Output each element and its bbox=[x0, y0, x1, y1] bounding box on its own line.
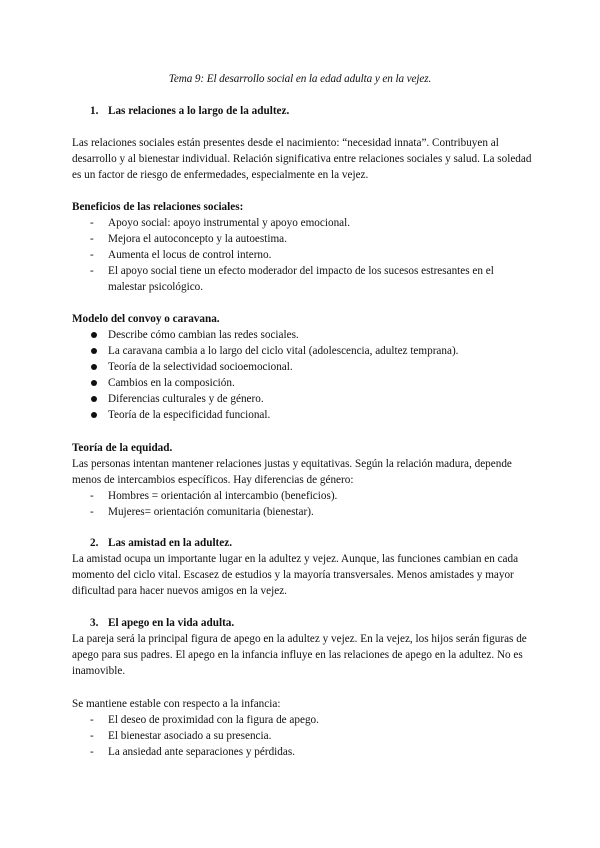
dash-marker: - bbox=[90, 249, 94, 261]
convoy-list bbox=[72, 327, 532, 423]
list-item-text: La caravana cambia a lo largo del ciclo vital (adolescencia, adultez temprana). bbox=[108, 345, 459, 357]
equity-list bbox=[72, 488, 532, 520]
benefits-list bbox=[72, 215, 532, 295]
section2-number: 2. bbox=[90, 537, 99, 549]
convoy-heading: Modelo del convoy o caravana. bbox=[72, 313, 220, 325]
list-item bbox=[72, 215, 532, 231]
section1-number: 1. bbox=[90, 105, 99, 117]
list-item-text: Describe cómo cambian las redes sociales. bbox=[108, 329, 299, 341]
document-title: Tema 9: El desarrollo social en la edad adulta y en la vejez. bbox=[168, 73, 432, 85]
list-item bbox=[72, 263, 532, 295]
dash-marker: - bbox=[90, 506, 94, 518]
list-item bbox=[72, 407, 532, 423]
dash-marker: - bbox=[90, 490, 94, 502]
list-item bbox=[72, 712, 532, 728]
dash-marker: - bbox=[90, 746, 94, 758]
section3-heading-text: El apego en la vida adulta. bbox=[108, 617, 235, 629]
dash-marker: - bbox=[90, 233, 94, 245]
list-item-text: Diferencias culturales y de género. bbox=[108, 393, 264, 405]
section2-heading bbox=[72, 535, 532, 551]
list-item bbox=[72, 327, 532, 343]
section1-intro: Las relaciones sociales están presentes desde el nacimiento: “necesidad innata”. Contribuyen al desarrollo y al bienestar individual. Relación significativa entre relaciones sociales y salud. La soledad es un factor de riesgo de enfermedades, especialmente en la vejez. bbox=[72, 137, 532, 181]
section3-text: La pareja será la principal figura de apego en la adultez y vejez. En la vejez, los hijos serán figuras de apego para sus padres. El apego en la infancia influye en las relaciones de apego en la adultez. No es inamovible. bbox=[72, 633, 527, 677]
section1-heading-text: Las relaciones a lo largo de la adultez. bbox=[108, 105, 290, 117]
list-item bbox=[72, 504, 532, 520]
list-item-text: El apoyo social tiene un efecto moderador del impacto de los sucesos estresantes en el malestar psicológico. bbox=[108, 265, 494, 293]
list-item-text: Teoría de la selectividad socioemocional. bbox=[108, 361, 293, 373]
section3-number: 3. bbox=[90, 617, 99, 629]
list-item bbox=[72, 359, 532, 375]
list-item-text: Hombres = orientación al intercambio (beneficios). bbox=[108, 490, 338, 502]
list-item-text: La ansiedad ante separaciones y pérdidas. bbox=[108, 746, 295, 758]
stable-intro: Se mantiene estable con respecto a la infancia: bbox=[72, 698, 281, 710]
equity-text: Las personas intentan mantener relaciones justas y equitativas. Según la relación madura, depende menos de intercambios específicos. Hay diferencias de género: bbox=[72, 458, 512, 486]
list-item-text: Mejora el autoconcepto y la autoestima. bbox=[108, 233, 287, 245]
list-item-text: Teoría de la especificidad funcional. bbox=[108, 409, 271, 421]
section1-heading bbox=[72, 103, 532, 119]
dash-marker: - bbox=[90, 265, 94, 277]
list-item bbox=[72, 744, 532, 760]
list-item bbox=[72, 728, 532, 744]
list-item bbox=[72, 391, 532, 407]
list-item-text: Mujeres= orientación comunitaria (bienestar). bbox=[108, 506, 314, 518]
list-item-text: El deseo de proximidad con la figura de apego. bbox=[108, 714, 319, 726]
list-item bbox=[72, 488, 532, 504]
list-item bbox=[72, 375, 532, 391]
list-item bbox=[72, 247, 532, 263]
list-item bbox=[72, 343, 532, 359]
section3-heading bbox=[72, 615, 532, 631]
section2-text: La amistad ocupa un importante lugar en la adultez y vejez. Aunque, las funciones cambian en cada momento del ciclo vital. Escasez de estudios y la mayoría transversales. Menos amistades y mayor dificultad para hacer nuevos amigos en la vejez. bbox=[72, 553, 519, 597]
list-item-text: Cambios en la composición. bbox=[108, 377, 235, 389]
dash-marker: - bbox=[90, 217, 94, 229]
dash-marker: - bbox=[90, 730, 94, 742]
attachment-list bbox=[72, 712, 532, 760]
list-item bbox=[72, 231, 532, 247]
list-item-text: Apoyo social: apoyo instrumental y apoyo emocional. bbox=[108, 217, 351, 229]
list-item-text: Aumenta el locus de control interno. bbox=[108, 249, 272, 261]
benefits-heading: Beneficios de las relaciones sociales: bbox=[72, 201, 244, 213]
equity-heading: Teoría de la equidad. bbox=[72, 442, 173, 454]
list-item-text: El bienestar asociado a su presencia. bbox=[108, 730, 272, 742]
dash-marker: - bbox=[90, 714, 94, 726]
section2-heading-text: Las amistad en la adultez. bbox=[108, 537, 233, 549]
